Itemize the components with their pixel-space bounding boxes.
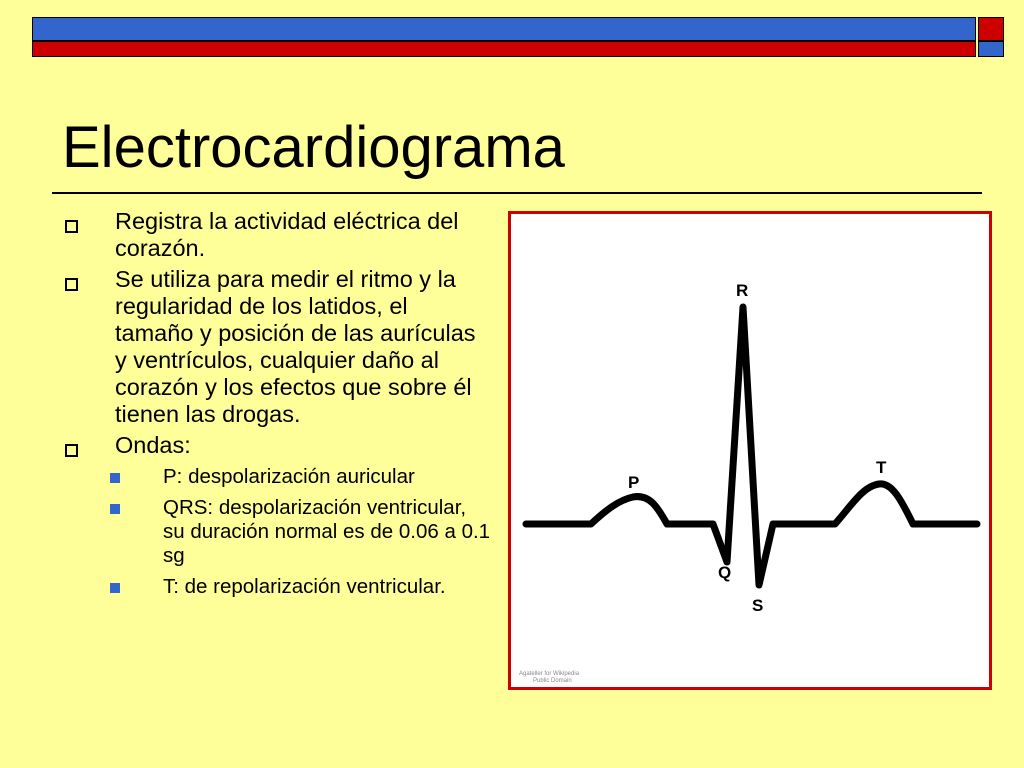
bullet-item xyxy=(62,432,492,599)
filled-square-bullet-icon xyxy=(110,504,120,514)
ecg-label-r: R xyxy=(736,281,749,300)
hollow-square-bullet-icon xyxy=(65,278,78,291)
header-bar-blue xyxy=(32,17,976,41)
slide-title: Electrocardiograma xyxy=(62,115,565,180)
ecg-label-q: Q xyxy=(718,563,732,582)
ecg-label-s: S xyxy=(752,596,764,615)
title-divider xyxy=(52,192,982,194)
header-corner-blue xyxy=(978,41,1004,57)
sub-bullet-item xyxy=(110,496,492,568)
image-credit-line2: Public Domain xyxy=(533,678,572,684)
sub-bullet-text: QRS: despolarización ventricular, su duración normal es de 0.06 a 0.1 sg xyxy=(163,496,491,567)
filled-square-bullet-icon xyxy=(110,473,120,483)
sub-bullet-text: P: despolarización auricular xyxy=(163,465,415,488)
ecg-diagram xyxy=(511,214,989,687)
ecg-label-t: T xyxy=(876,458,887,477)
sub-bullet-item xyxy=(110,575,492,599)
image-credit-line1: Agateller for Wikipedia xyxy=(519,671,580,677)
filled-square-bullet-icon xyxy=(110,583,120,593)
ecg-label-p: P xyxy=(628,473,640,492)
hollow-square-bullet-icon xyxy=(65,444,78,457)
ecg-figure xyxy=(508,211,992,690)
bullet-list xyxy=(62,208,492,606)
sub-bullet-text: T: de repolarización ventricular. xyxy=(163,575,446,598)
header-corner-red xyxy=(978,17,1004,41)
sub-bullet-list xyxy=(110,465,492,599)
hollow-square-bullet-icon xyxy=(65,220,78,233)
bullet-item xyxy=(62,266,492,428)
bullet-item xyxy=(62,208,492,262)
bullet-text: Ondas: xyxy=(115,432,191,458)
bullet-text: Se utiliza para medir el ritmo y la regularidad de los latidos, el tamaño y posición de las aurículas y ventrículos, cualquier daño al corazón y los efectos que sobre él tienen las drogas. xyxy=(115,266,476,427)
ecg-waveform xyxy=(526,307,977,585)
sub-bullet-item xyxy=(110,465,492,489)
bullet-text: Registra la actividad eléctrica del corazón. xyxy=(115,208,459,261)
header-bar-red xyxy=(32,41,976,57)
